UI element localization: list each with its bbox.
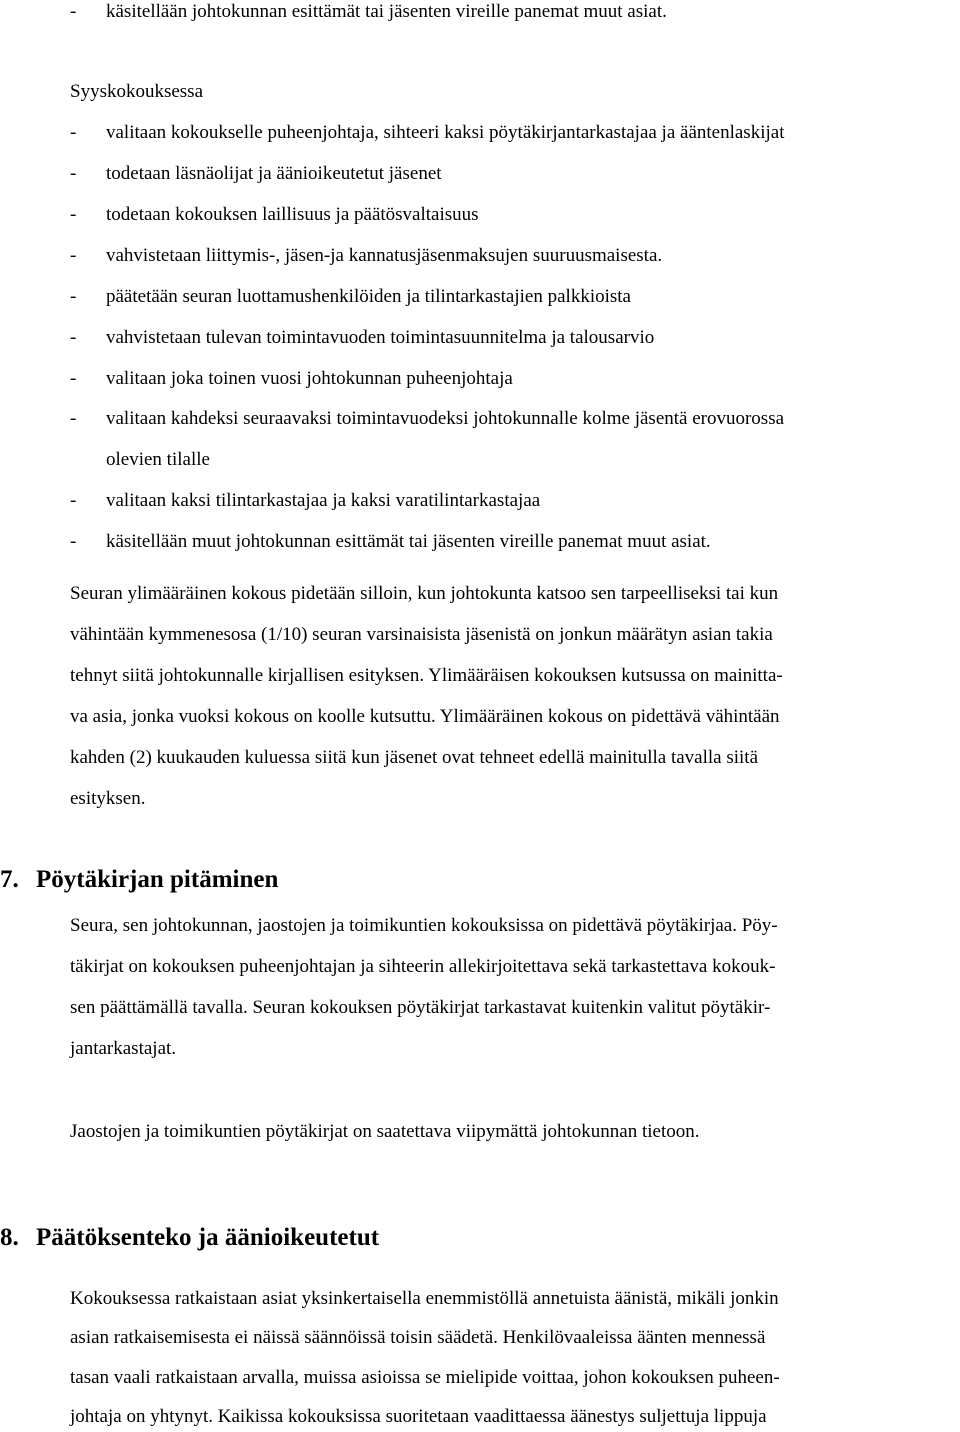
paragraph-line: täkirjat on kokouksen puheenjohtajan ja sihteerin allekirjoitettava sekä tarkastettava kokouk- <box>70 956 776 977</box>
paragraph-line: Kokouksessa ratkaistaan asiat yksinkertaisella enemmistöllä annetuista äänistä, mikäli jonkin <box>70 1288 779 1309</box>
paragraph-line: jantarkastajat. <box>70 1038 177 1059</box>
list-dash: - <box>70 1 77 22</box>
list-item-text: valitaan kokoukselle puheenjohtaja, sihteeri kaksi pöytäkirjantarkastajaa ja ääntenlaskijat <box>106 122 785 143</box>
list-item-text: käsitellään johtokunnan esittämät tai jäsenten vireille panemat muut asiat. <box>106 1 667 22</box>
list-item-text: todetaan kokouksen laillisuus ja päätösvaltaisuus <box>106 204 479 225</box>
list-dash: - <box>70 368 77 389</box>
paragraph-line: tasan vaali ratkaistaan arvalla, muissa asioissa se mielipide voittaa, johon kokouksen puheen- <box>70 1367 780 1388</box>
list-dash: - <box>70 408 77 429</box>
paragraph-line: esityksen. <box>70 788 146 809</box>
list-dash: - <box>70 531 77 552</box>
list-item-text: olevien tilalle <box>106 449 210 470</box>
section-title: Päätöksenteko ja äänioikeutetut <box>36 1224 380 1251</box>
list-item-text: päätetään seuran luottamushenkilöiden ja tilintarkastajien palkkioista <box>106 286 631 307</box>
list-item-text: valitaan joka toinen vuosi johtokunnan puheenjohtaja <box>106 368 513 389</box>
list-dash: - <box>70 490 77 511</box>
list-dash: - <box>70 327 77 348</box>
paragraph-line: Seura, sen johtokunnan, jaostojen ja toimikuntien kokouksissa on pidettävä pöytäkirjaa. Pöy- <box>70 915 778 936</box>
list-item-text: käsitellään muut johtokunnan esittämät tai jäsenten vireille panemat muut asiat. <box>106 531 711 552</box>
autumn-meeting-title: Syyskokouksessa <box>70 81 204 102</box>
paragraph-line: Seuran ylimääräinen kokous pidetään silloin, kun johtokunta katsoo sen tarpeelliseksi tai kun <box>70 583 779 604</box>
paragraph-line: Jaostojen ja toimikuntien pöytäkirjat on saatettava viipymättä johtokunnan tietoon. <box>70 1121 700 1142</box>
list-item-text: todetaan läsnäolijat ja äänioikeutetut jäsenet <box>106 163 442 184</box>
section-number: 7. <box>0 866 19 893</box>
list-dash: - <box>70 163 77 184</box>
list-item-text: valitaan kaksi tilintarkastajaa ja kaksi varatilintarkastajaa <box>106 490 541 511</box>
paragraph-line: johtaja on yhtynyt. Kaikissa kokouksissa suoritetaan vaadittaessa äänestys suljettuja lippuja <box>70 1406 767 1427</box>
section-number: 8. <box>0 1224 19 1251</box>
paragraph-line: kahden (2) kuukauden kuluessa siitä kun jäsenet ovat tehneet edellä mainitulla tavalla siitä <box>70 747 758 768</box>
list-dash: - <box>70 245 77 266</box>
paragraph-line: sen päättämällä tavalla. Seuran kokouksen pöytäkirjat tarkastavat kuitenkin valitut pöytäkir- <box>70 997 771 1018</box>
list-dash: - <box>70 204 77 225</box>
list-dash: - <box>70 286 77 307</box>
list-item-text: vahvistetaan liittymis-, jäsen-ja kannatusjäsenmaksujen suuruusmaisesta. <box>106 245 663 266</box>
paragraph-line: vähintään kymmenesosa (1/10) seuran varsinaisista jäsenistä on jonkun määrätyn asian takia <box>70 624 773 645</box>
paragraph-line: asian ratkaisemisesta ei näissä säännöissä toisin säädetä. Henkilövaaleissa äänten mennessä <box>70 1327 766 1348</box>
paragraph-line: va asia, jonka vuoksi kokous on koolle kutsuttu. Ylimääräinen kokous on pidettävä vähintään <box>70 706 780 727</box>
list-dash: - <box>70 122 77 143</box>
list-item-text: vahvistetaan tulevan toimintavuoden toimintasuunnitelma ja talousarvio <box>106 327 655 348</box>
paragraph-line: tehnyt siitä johtokunnalle kirjallisen esityksen. Ylimääräisen kokouksen kutsussa on mainitta- <box>70 665 783 686</box>
section-title: Pöytäkirjan pitäminen <box>36 866 279 893</box>
list-item-text: valitaan kahdeksi seuraavaksi toimintavuodeksi johtokunnalle kolme jäsentä erovuorossa <box>106 408 785 429</box>
